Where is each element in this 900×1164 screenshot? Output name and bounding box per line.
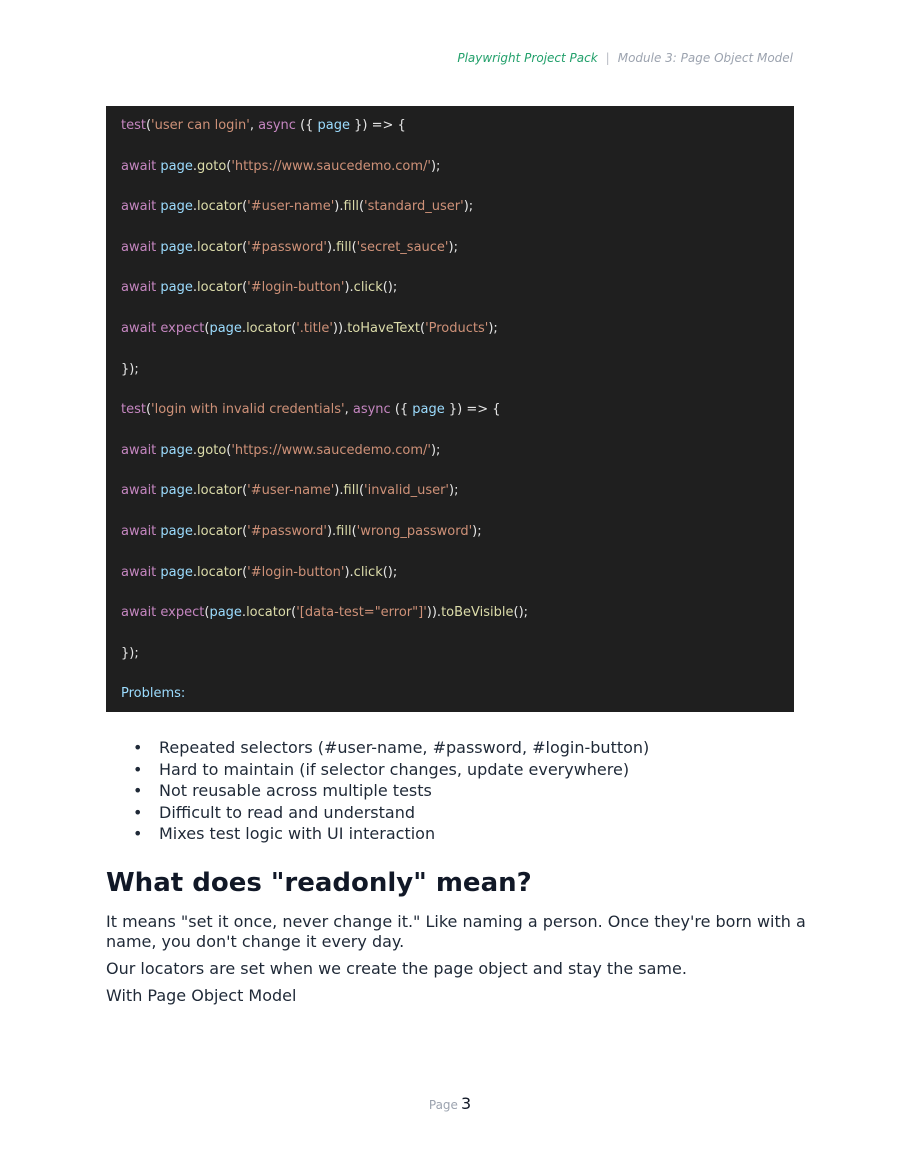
code-token: ). xyxy=(344,280,354,296)
code-token: '#login-button' xyxy=(247,280,345,296)
code-token: await xyxy=(121,564,161,580)
code-line xyxy=(121,402,501,418)
code-token: 'Products' xyxy=(425,321,489,336)
code-line xyxy=(121,605,528,621)
paragraph-locators: Our locators are set when we create the page object and stay the same. xyxy=(106,959,687,978)
code-token: ( xyxy=(242,483,248,499)
code-token: ( xyxy=(242,199,248,215)
page-number: 3 xyxy=(460,1094,472,1113)
paragraph-pom: With Page Object Model xyxy=(106,986,297,1005)
bullet-icon: • xyxy=(133,759,143,779)
code-line xyxy=(121,443,440,459)
code-token: . xyxy=(192,564,198,580)
code-token: Problems: xyxy=(121,686,186,702)
code-token: 'secret_sauce' xyxy=(356,239,449,255)
code-token: async xyxy=(258,118,296,133)
code-token: ). xyxy=(334,199,344,215)
code-token: . xyxy=(192,158,198,174)
list-item-text: Difficult to read and understand xyxy=(159,802,415,822)
list-item xyxy=(133,759,649,781)
code-token: await xyxy=(121,280,161,296)
code-line xyxy=(121,280,397,296)
code-token: )). xyxy=(332,321,348,336)
footer-label: Page xyxy=(428,1098,458,1112)
page-footer xyxy=(0,1094,900,1113)
code-token: 'https://www.saucedemo.com/' xyxy=(231,442,431,458)
bullet-icon: • xyxy=(133,802,143,822)
list-item xyxy=(133,802,649,824)
code-token: . xyxy=(192,524,198,539)
header-separator: | xyxy=(605,51,610,65)
code-line xyxy=(121,686,185,702)
section-heading: What does "readonly" mean? xyxy=(106,868,532,898)
code-token: 'standard_user' xyxy=(364,199,464,215)
code-token: page xyxy=(209,321,242,336)
code-token: await xyxy=(121,442,161,458)
code-token: ( xyxy=(204,321,210,336)
code-token: '.title' xyxy=(296,321,333,336)
code-token: ( xyxy=(419,321,426,336)
code-token: ( xyxy=(242,564,248,580)
code-token: . xyxy=(241,321,247,336)
code-token: goto xyxy=(197,158,227,174)
code-token: locator xyxy=(197,483,243,499)
code-token: async xyxy=(352,402,391,418)
code-token: locator xyxy=(197,280,243,296)
code-token: page xyxy=(160,280,193,296)
code-token: locator xyxy=(197,524,243,539)
paragraph-readonly-meaning: It means "set it once, never change it." Like naming a person. Once they're born with a name, you don't change it every day. xyxy=(106,912,806,951)
code-token: await xyxy=(121,158,161,174)
code-token: toHaveText xyxy=(347,321,420,336)
code-line xyxy=(121,240,458,256)
code-token: await xyxy=(121,239,161,255)
code-token: ). xyxy=(344,564,354,580)
code-token: ( xyxy=(226,442,232,458)
list-item-text: Mixes test logic with UI interaction xyxy=(159,824,436,844)
code-line xyxy=(121,565,397,581)
code-token: ( xyxy=(351,524,357,539)
code-token: await xyxy=(121,605,161,621)
code-token: (); xyxy=(382,564,398,580)
code-token: await xyxy=(121,199,161,215)
code-token: }); xyxy=(121,645,139,661)
code-token: await xyxy=(121,524,161,539)
code-token: locator xyxy=(197,239,243,255)
code-token: locator xyxy=(246,605,292,621)
code-token: locator xyxy=(197,564,243,580)
code-token: . xyxy=(192,442,198,458)
list-item xyxy=(133,780,649,802)
code-token: 'wrong_password' xyxy=(356,524,473,539)
code-token: page xyxy=(160,239,193,255)
code-line xyxy=(121,321,498,337)
code-token: ( xyxy=(242,239,248,255)
code-token: goto xyxy=(197,442,227,458)
page-header xyxy=(457,51,793,65)
bullet-icon: • xyxy=(133,738,143,757)
code-token: expect xyxy=(160,605,205,621)
code-token: ). xyxy=(326,524,337,539)
code-token: page xyxy=(160,158,193,174)
code-token: page xyxy=(160,199,193,215)
code-line xyxy=(121,524,482,540)
code-token: ( xyxy=(291,605,297,621)
code-token: '#user-name' xyxy=(247,199,335,215)
code-line xyxy=(121,159,440,175)
problems-list xyxy=(133,737,649,845)
code-token: page xyxy=(412,402,445,418)
code-token: ( xyxy=(358,199,365,215)
code-token: '[data-test="error"]' xyxy=(296,605,427,621)
code-token: . xyxy=(241,605,247,621)
bullet-icon: • xyxy=(133,824,143,844)
code-token: fill xyxy=(343,483,359,499)
bullet-icon: • xyxy=(133,781,143,801)
code-token: ( xyxy=(358,483,365,499)
code-token: '#user-name' xyxy=(247,483,335,499)
code-token: test xyxy=(121,402,146,418)
code-token: . xyxy=(192,483,198,499)
code-token: 'login with invalid credentials' xyxy=(151,402,345,418)
code-token: fill xyxy=(336,524,352,539)
code-token: page xyxy=(209,605,242,621)
code-token: ). xyxy=(326,239,337,255)
code-line xyxy=(121,199,473,215)
code-token: '#login-button' xyxy=(247,564,345,580)
code-token: }); xyxy=(121,361,139,377)
code-token: ({ xyxy=(295,118,318,133)
code-token: ( xyxy=(291,321,297,336)
code-token: ( xyxy=(242,524,248,539)
code-token: locator xyxy=(197,199,243,215)
code-token: await xyxy=(121,321,161,336)
code-line xyxy=(121,118,406,134)
list-item-text: Hard to maintain (if selector changes, update everywhere) xyxy=(159,759,630,779)
code-token: click xyxy=(353,280,383,296)
code-token: ({ xyxy=(390,402,413,418)
code-token: await xyxy=(121,483,161,499)
list-item xyxy=(133,823,649,845)
list-item-text: Not reusable across multiple tests xyxy=(159,781,432,801)
code-token: toBeVisible xyxy=(441,605,514,621)
code-token: ); xyxy=(430,442,441,458)
code-token: . xyxy=(192,199,198,215)
header-module: Module 3: Page Object Model xyxy=(617,51,793,65)
code-token: 'https://www.saucedemo.com/' xyxy=(231,158,431,174)
code-block xyxy=(106,106,794,712)
code-token: ); xyxy=(488,321,498,336)
code-token: page xyxy=(160,564,193,580)
code-token: ). xyxy=(334,483,344,499)
code-token: ); xyxy=(449,483,459,499)
code-token: . xyxy=(192,280,198,296)
code-line xyxy=(121,362,139,378)
code-token: locator xyxy=(246,321,292,336)
code-token: page xyxy=(160,524,193,539)
code-token: ( xyxy=(145,118,152,133)
code-token: ( xyxy=(204,605,210,621)
code-token: ); xyxy=(463,199,474,215)
code-token: fill xyxy=(336,239,352,255)
code-token: click xyxy=(353,564,383,580)
code-token: 'user can login' xyxy=(151,118,250,133)
code-token: }) => { xyxy=(444,402,501,418)
code-token: fill xyxy=(343,199,359,215)
code-token: page xyxy=(160,442,193,458)
code-token: '#password' xyxy=(247,524,327,539)
code-token: expect xyxy=(160,321,205,336)
code-token: , xyxy=(249,118,259,133)
code-token: (); xyxy=(513,605,529,621)
code-token: ( xyxy=(242,280,248,296)
code-line xyxy=(121,483,458,499)
code-token: '#password' xyxy=(247,239,327,255)
code-token: ); xyxy=(448,239,458,255)
code-token: page xyxy=(160,483,193,499)
code-token: }) => { xyxy=(350,118,406,133)
list-item xyxy=(133,737,649,759)
code-token: ); xyxy=(472,524,482,539)
code-token: )). xyxy=(426,605,442,621)
code-token: 'invalid_user' xyxy=(364,483,450,499)
code-token: (); xyxy=(382,280,398,296)
code-line xyxy=(121,646,139,662)
code-token: . xyxy=(192,239,198,255)
code-token: ( xyxy=(226,158,232,174)
code-token: ); xyxy=(430,158,441,174)
list-item-text: Repeated selectors (#user-name, #password, #login-button) xyxy=(159,738,650,757)
code-token: page xyxy=(317,118,351,133)
code-token: , xyxy=(344,402,353,418)
header-brand: Playwright Project Pack xyxy=(457,51,598,65)
code-token: ( xyxy=(145,402,152,418)
code-token: test xyxy=(121,118,146,133)
code-token: ( xyxy=(351,239,357,255)
